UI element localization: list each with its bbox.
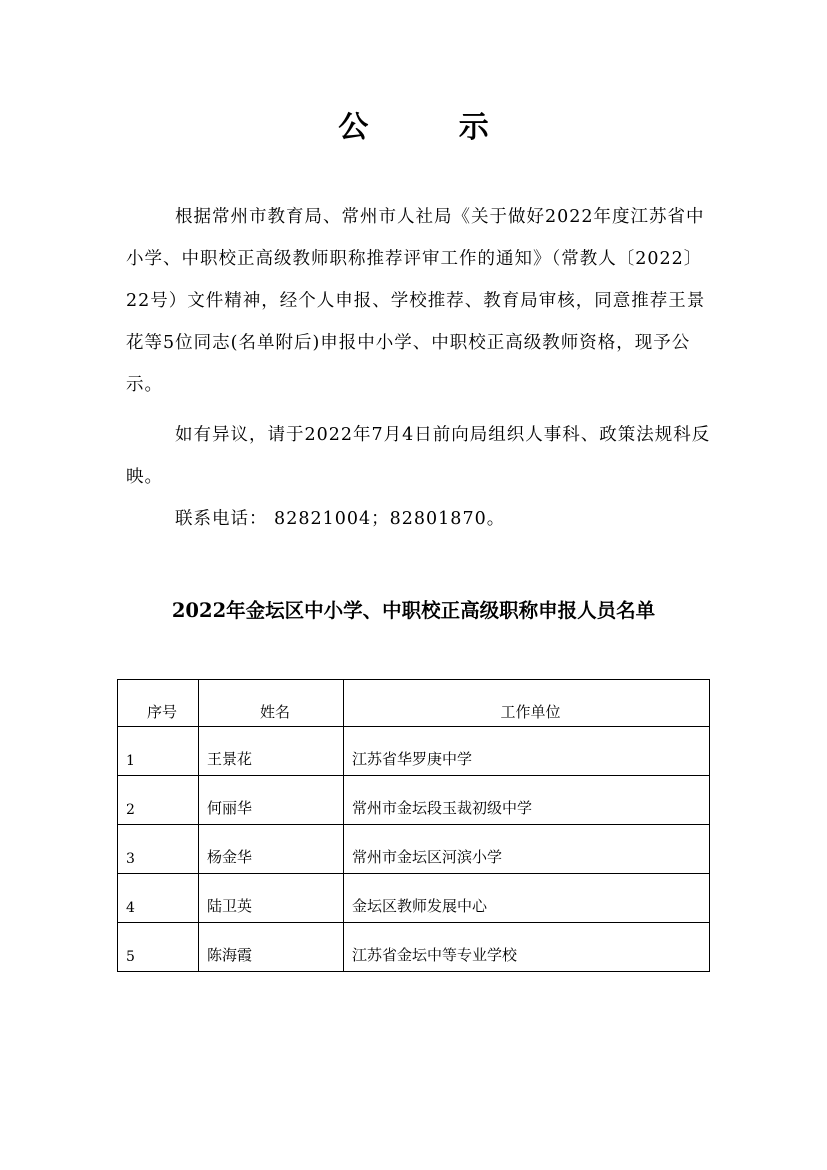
- header-workplace: 工作单位: [344, 680, 710, 727]
- row-number: 3: [118, 825, 199, 874]
- row-name: 陆卫英: [199, 874, 344, 923]
- row-name: 何丽华: [199, 776, 344, 825]
- row-number: 2: [118, 776, 199, 825]
- table-row: [118, 874, 710, 923]
- page-title: 公 示: [338, 110, 529, 145]
- header-number: 序号: [118, 680, 199, 727]
- row-workplace: 江苏省华罗庚中学: [344, 727, 710, 776]
- row-workplace: 常州市金坛段玉裁初级中学: [344, 776, 710, 825]
- row-name: 杨金华: [199, 825, 344, 874]
- row-number: 5: [118, 923, 199, 972]
- contact-phone-paragraph: 联系电话： 82821004；82801870。: [175, 509, 506, 529]
- row-workplace: 江苏省金坛中等专业学校: [344, 923, 710, 972]
- applicant-table: [117, 679, 710, 972]
- row-number: 4: [118, 874, 199, 923]
- row-workplace: 常州市金坛区河滨小学: [344, 825, 710, 874]
- row-name: 王景花: [199, 727, 344, 776]
- body-paragraph-2: 如有异议，请于2022年7月4日前向局组织人事科、政策法规科反映。: [126, 425, 711, 487]
- row-workplace: 金坛区教师发展中心: [344, 874, 710, 923]
- table-row: [118, 776, 710, 825]
- row-number: 1: [118, 727, 199, 776]
- table-row: [118, 923, 710, 972]
- list-title: 2022年金坛区中小学、中职校正高级职称申报人员名单: [171, 599, 656, 622]
- table-row: [118, 825, 710, 874]
- row-name: 陈海霞: [199, 923, 344, 972]
- table-row: [118, 727, 710, 776]
- header-name: 姓名: [199, 680, 344, 727]
- body-paragraph-1: 根据常州市教育局、常州市人社局《关于做好2022年度江苏省中小学、中职校正高级教师职称推荐评审工作的通知》（常教人〔2022〕22号）文件精神，经个人申报、学校推荐、教育局审核，同意推荐王景花等5位同志(名单附后)申报中小学、中职校正高级教师资格，现予公示。: [126, 207, 706, 395]
- table-header-row: [118, 680, 710, 727]
